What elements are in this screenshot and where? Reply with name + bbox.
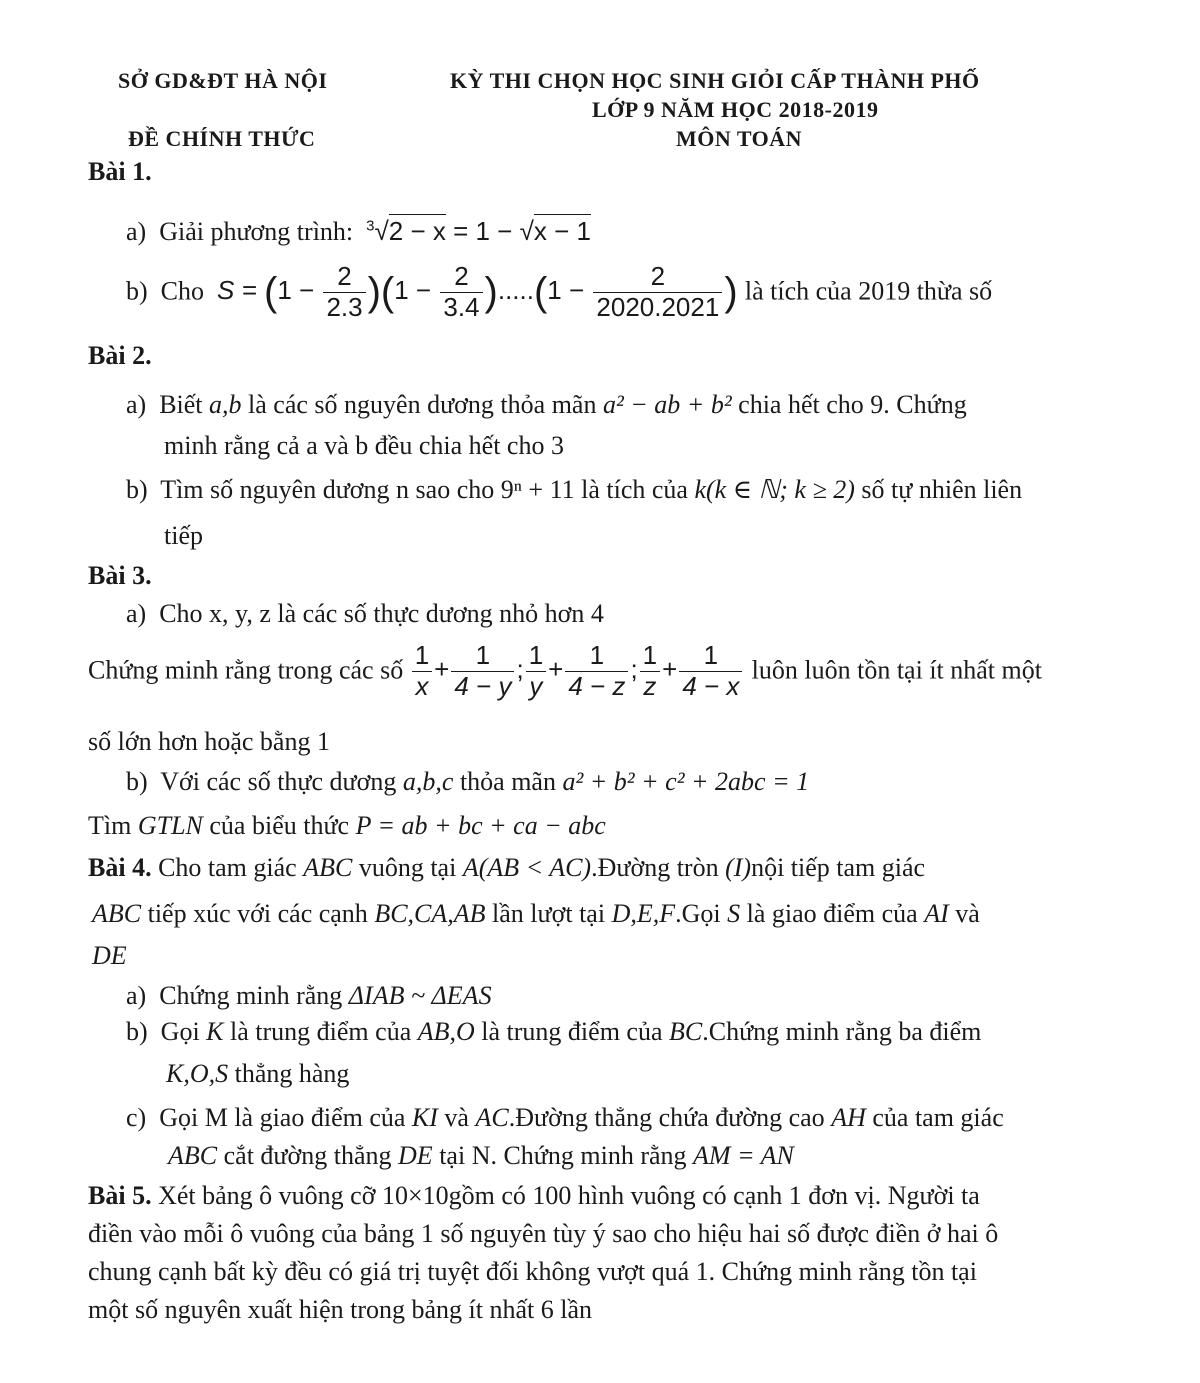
bai2-a-line1: a) Biết a,b là các số nguyên dương thỏa mãn a² − ab + b² chia hết cho 9. Chứng bbox=[126, 390, 967, 419]
subject-title: MÔN TOÁN bbox=[676, 126, 803, 151]
bai1-title: Bài 1. bbox=[88, 157, 152, 186]
bai4-line1: Bài 4. Cho tam giác ABC vuông tại A(AB < AC).Đường tròn (I)nội tiếp tam giác bbox=[88, 853, 926, 882]
item-text: Cho bbox=[160, 276, 205, 306]
bai4-b-line1: b) Gọi K là trung điểm của AB,O là trung điểm của BC.Chứng minh rằng ba điểm bbox=[126, 1017, 982, 1046]
grade-year: LỚP 9 NĂM HỌC 2018-2019 bbox=[592, 97, 879, 122]
bai4-b-line2: K,O,S thẳng hàng bbox=[166, 1059, 350, 1088]
bai5-line1: Bài 5. Xét bảng ô vuông cỡ 10×10gồm có 100 hình vuông có cạnh 1 đơn vị. Người ta bbox=[88, 1181, 980, 1210]
bai3-proof-line1: Chứng minh rằng trong các số $\frac{1}{x}$ + $\frac{1}{4 - y}$ ; $\frac{1}{y}$ + $\frac{1}{4 - z}$ ; $\frac{1}{z}$ + $\frac{1}{4 - x}$ luôn luôn tồn tại ít nhất một bbox=[88, 640, 1042, 701]
item-tail: là tích của 2019 thừa số bbox=[744, 276, 993, 306]
bai3-title: Bài 3. bbox=[88, 561, 152, 590]
exam-title: KỲ THI CHỌN HỌC SINH GIỎI CẤP THÀNH PHỐ bbox=[450, 68, 980, 93]
bai2-title: Bài 2. bbox=[88, 341, 152, 370]
fraction-sums: $\frac{1}{x}$ + $\frac{1}{4 - y}$ ; $\frac{1}{y}$ + $\frac{1}{4 - z}$ ; $\frac{1}{z}$ + $\frac{1}{4 - x}$ bbox=[410, 654, 752, 684]
product-expression: S = (1 − $\frac{2}{2.3}$ )(1 − $\frac{2}{3.4}$ ).....(1 − $\frac{2}{2020.2021}$ ) bbox=[217, 261, 738, 322]
bai3-b: b) Với các số thực dương a,b,c thỏa mãn a² + b² + c² + 2abc = 1 bbox=[126, 767, 810, 796]
bai4-c-line1: c) Gọi M là giao điểm của KI và AC.Đường thẳng chứa đường cao AH của tam giác bbox=[126, 1103, 1004, 1132]
bai2-b-line2: tiếp bbox=[164, 521, 203, 550]
bai5-line4: một số nguyên xuất hiện trong bảng ít nhất 6 lần bbox=[88, 1295, 593, 1324]
bai4-line2: ABC tiếp xúc với các cạnh BC,CA,AB lần lượt tại D,E,F.Gọi S là giao điểm của AI và bbox=[92, 899, 980, 928]
cube-root-equation: $^3$√2 − x = 1 − √x − 1 bbox=[366, 216, 591, 246]
bai3-find: Tìm GTLN của biểu thức P = ab + bc + ca − abc bbox=[88, 811, 606, 840]
bai5-line2: điền vào mỗi ô vuông của bảng 1 số nguyên tùy ý sao cho hiệu hai số được điền ở hai ô bbox=[88, 1219, 999, 1248]
bai2-b-line1: b) Tìm số nguyên dương n sao cho 9ⁿ + 11 là tích của k(k ∈ ℕ; k ≥ 2) số tự nhiên liên bbox=[126, 475, 1023, 504]
department-name: SỞ GD&ĐT HÀ NỘI bbox=[118, 68, 328, 93]
bai4-line3: DE bbox=[92, 941, 127, 970]
bai3-a: a) Cho x, y, z là các số thực dương nhỏ hơn 4 bbox=[126, 599, 604, 628]
bai1-b bbox=[126, 262, 992, 323]
item-label: a) bbox=[126, 217, 147, 246]
bai3-proof-line2: số lớn hơn hoặc bằng 1 bbox=[88, 727, 330, 756]
bai4-c-line2: ABC cắt đường thẳng DE tại N. Chứng minh rằng AM = AN bbox=[168, 1141, 794, 1170]
bai1-a bbox=[126, 216, 591, 247]
bai2-a-line2: minh rằng cả a và b đều chia hết cho 3 bbox=[164, 431, 564, 460]
item-label: b) bbox=[126, 276, 148, 306]
bai5-line3: chung cạnh bất kỳ đều có giá trị tuyệt đối không vượt quá 1. Chứng minh rằng tồn tại bbox=[88, 1257, 977, 1286]
bai4-a: a) Chứng minh rằng ΔIAB ~ ΔEAS bbox=[126, 981, 492, 1010]
item-text: Giải phương trình: bbox=[159, 217, 354, 246]
official-exam-label: ĐỀ CHÍNH THỨC bbox=[128, 126, 316, 151]
